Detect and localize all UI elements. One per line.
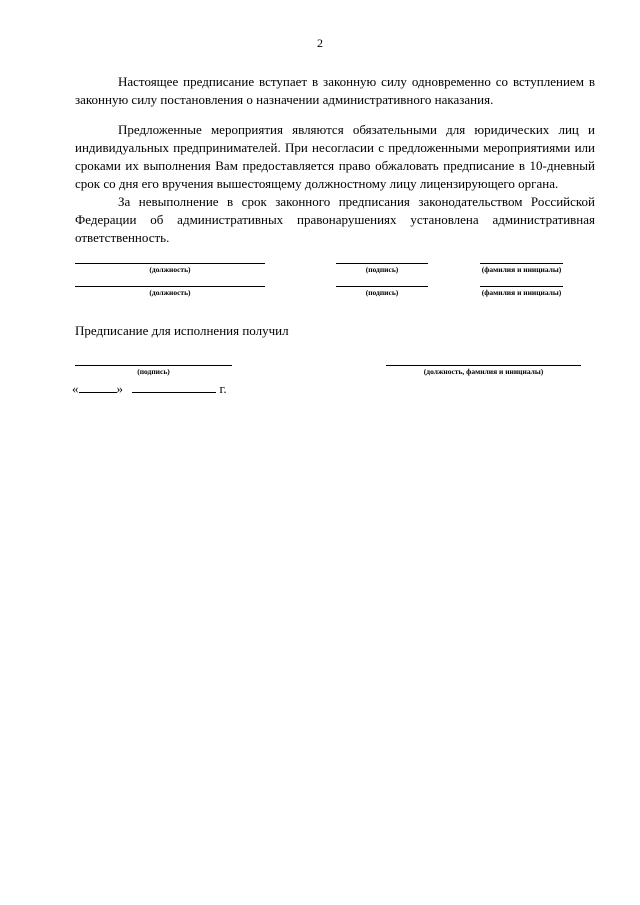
receiver-position-caption: (должность, фамилия и инициалы) — [423, 367, 544, 376]
position-caption-1: (должность) — [149, 265, 191, 274]
paragraph-responsibility: За невыполнение в срок законного предписания законодательством Российской Федерации об административных правонарушениях установлена административная ответственность. — [75, 194, 595, 245]
name-caption-2: (фамилия и инициалы) — [481, 288, 562, 297]
receiver-position-line — [386, 365, 581, 366]
position-caption-2: (должность) — [149, 288, 191, 297]
receiver-signature-line — [75, 365, 232, 366]
paragraph-obligations: Предложенные мероприятия являются обязательными для юридических лиц и индивидуальных предпринимателей. При несогласии с предложенными мероприятиями или сроками их выполнения Вам предоставляется право обжаловать предписание в 10-дневный срок со дня его вручения вышестоящему должностному лицу лицензирующего органа. — [75, 122, 595, 191]
position-line-1 — [75, 263, 265, 264]
date-close-quote: » — [116, 381, 123, 396]
name-line-2 — [480, 286, 563, 287]
year-suffix: г. — [219, 381, 227, 396]
position-line-2 — [75, 286, 265, 287]
page-number: 2 — [317, 36, 323, 50]
month-blank — [132, 380, 216, 393]
date-field — [72, 380, 227, 397]
paragraph-entry-into-force: Настоящее предписание вступает в законную силу одновременно со вступлением в законную силу постановления о назначении административного наказания. — [75, 74, 595, 107]
day-blank — [79, 380, 117, 393]
date-open-quote: « — [72, 381, 79, 396]
receiver-signature-caption: (подпись) — [137, 367, 170, 376]
signature-caption-1: (подпись) — [365, 265, 399, 274]
signature-line-1 — [336, 263, 428, 264]
name-line-1 — [480, 263, 563, 264]
received-title: Предписание для исполнения получил — [75, 323, 289, 338]
signature-line-2 — [336, 286, 428, 287]
signature-caption-2: (подпись) — [365, 288, 399, 297]
name-caption-1: (фамилия и инициалы) — [481, 265, 562, 274]
